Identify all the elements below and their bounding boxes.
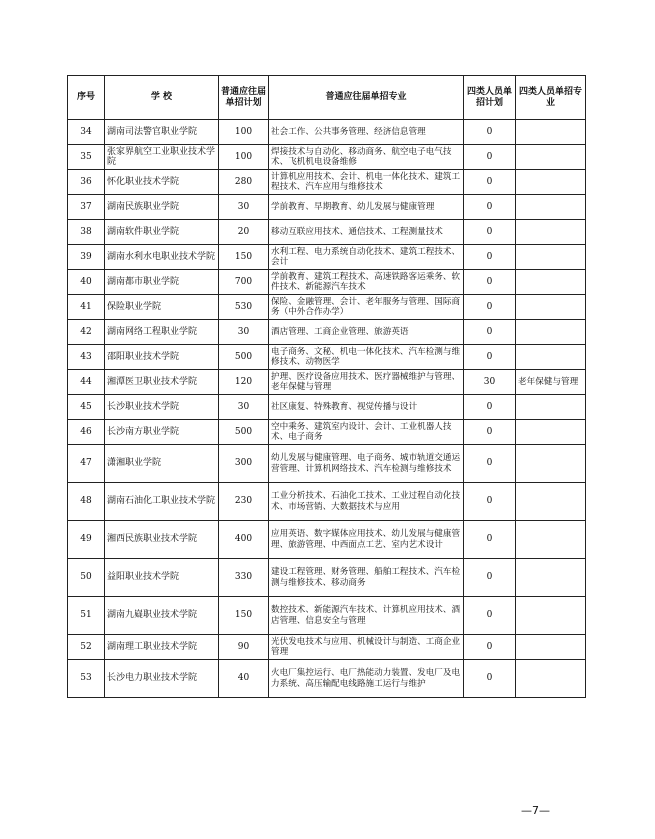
row-num: 41 xyxy=(68,295,105,320)
row-school: 湘西民族职业技术学院 xyxy=(105,521,219,559)
table-row xyxy=(68,345,586,370)
row-quota: 30 xyxy=(219,395,269,420)
row-school: 湖南石油化工职业技术学院 xyxy=(105,483,219,521)
row-quota: 40 xyxy=(219,660,269,698)
row-majors: 学前教育、建筑工程技术、高速铁路客运乘务、软件技术、新能源汽车技术 xyxy=(269,270,464,295)
admissions-table-container xyxy=(67,75,586,698)
row-cat4-quota: 0 xyxy=(464,660,516,698)
table-row xyxy=(68,445,586,483)
row-school: 长沙南方职业学院 xyxy=(105,420,219,445)
row-cat4-quota: 30 xyxy=(464,370,516,395)
row-cat4-quota: 0 xyxy=(464,420,516,445)
row-num: 38 xyxy=(68,220,105,245)
admissions-table xyxy=(67,75,586,698)
table-row xyxy=(68,295,586,320)
row-cat4-quota: 0 xyxy=(464,395,516,420)
row-cat4-majors xyxy=(516,483,586,521)
row-school: 怀化职业技术学院 xyxy=(105,170,219,195)
table-body xyxy=(68,120,586,698)
row-cat4-majors xyxy=(516,445,586,483)
table-row xyxy=(68,220,586,245)
row-majors: 数控技术、新能源汽车技术、计算机应用技术、酒店管理、信息安全与管理 xyxy=(269,597,464,635)
row-school: 湖南司法警官职业学院 xyxy=(105,120,219,145)
row-quota: 500 xyxy=(219,420,269,445)
row-cat4-quota: 0 xyxy=(464,521,516,559)
row-majors: 社会工作、公共事务管理、经济信息管理 xyxy=(269,120,464,145)
row-cat4-majors xyxy=(516,395,586,420)
row-majors: 焊接技术与自动化、移动商务、航空电子电气技术、飞机机电设备维修 xyxy=(269,145,464,170)
row-cat4-quota: 0 xyxy=(464,559,516,597)
row-majors: 水利工程、电力系统自动化技术、建筑工程技术、会计 xyxy=(269,245,464,270)
row-cat4-quota: 0 xyxy=(464,270,516,295)
row-num: 42 xyxy=(68,320,105,345)
row-num: 34 xyxy=(68,120,105,145)
row-school: 湖南软件职业学院 xyxy=(105,220,219,245)
row-school: 益阳职业技术学院 xyxy=(105,559,219,597)
row-quota: 230 xyxy=(219,483,269,521)
row-quota: 530 xyxy=(219,295,269,320)
row-cat4-quota: 0 xyxy=(464,483,516,521)
header-cat4-majors: 四类人员单招专业 xyxy=(516,76,586,120)
row-school: 湖南都市职业学院 xyxy=(105,270,219,295)
row-majors: 应用英语、数字媒体应用技术、幼儿发展与健康管理、旅游管理、中西面点工艺、室内艺术设计 xyxy=(269,521,464,559)
row-majors: 工业分析技术、石油化工技术、工业过程自动化技术、市场营销、大数据技术与应用 xyxy=(269,483,464,521)
row-quota: 30 xyxy=(219,320,269,345)
row-num: 45 xyxy=(68,395,105,420)
row-quota: 300 xyxy=(219,445,269,483)
header-quota: 普通应往届单招计划 xyxy=(219,76,269,120)
row-majors: 社区康复、特殊教育、视觉传播与设计 xyxy=(269,395,464,420)
table-header-row xyxy=(68,76,586,120)
row-school: 湘潭医卫职业技术学院 xyxy=(105,370,219,395)
row-num: 36 xyxy=(68,170,105,195)
row-cat4-quota: 0 xyxy=(464,597,516,635)
row-cat4-majors xyxy=(516,245,586,270)
row-quota: 150 xyxy=(219,597,269,635)
row-quota: 330 xyxy=(219,559,269,597)
row-num: 52 xyxy=(68,635,105,660)
row-num: 51 xyxy=(68,597,105,635)
table-row xyxy=(68,145,586,170)
row-cat4-majors xyxy=(516,295,586,320)
header-num: 序号 xyxy=(68,76,105,120)
row-num: 49 xyxy=(68,521,105,559)
row-cat4-majors xyxy=(516,635,586,660)
page-number: —7— xyxy=(521,804,550,817)
header-majors: 普通应往届单招专业 xyxy=(269,76,464,120)
table-row xyxy=(68,370,586,395)
row-cat4-quota: 0 xyxy=(464,245,516,270)
table-row xyxy=(68,170,586,195)
row-cat4-majors xyxy=(516,521,586,559)
header-cat4-quota: 四类人员单招计划 xyxy=(464,76,516,120)
row-school: 湖南民族职业学院 xyxy=(105,195,219,220)
row-quota: 100 xyxy=(219,120,269,145)
row-num: 47 xyxy=(68,445,105,483)
row-cat4-majors xyxy=(516,597,586,635)
row-cat4-quota: 0 xyxy=(464,445,516,483)
row-cat4-majors xyxy=(516,120,586,145)
row-num: 37 xyxy=(68,195,105,220)
row-quota: 100 xyxy=(219,145,269,170)
row-cat4-majors xyxy=(516,420,586,445)
row-num: 44 xyxy=(68,370,105,395)
row-cat4-majors xyxy=(516,195,586,220)
table-row xyxy=(68,420,586,445)
row-quota: 90 xyxy=(219,635,269,660)
row-cat4-quota: 0 xyxy=(464,295,516,320)
row-school: 潇湘职业学院 xyxy=(105,445,219,483)
row-num: 48 xyxy=(68,483,105,521)
row-num: 53 xyxy=(68,660,105,698)
row-cat4-quota: 0 xyxy=(464,195,516,220)
row-majors: 光伏发电技术与应用、机械设计与制造、工商企业管理 xyxy=(269,635,464,660)
row-school: 长沙电力职业技术学院 xyxy=(105,660,219,698)
table-row xyxy=(68,395,586,420)
row-school: 湖南水利水电职业技术学院 xyxy=(105,245,219,270)
row-cat4-majors: 老年保健与管理 xyxy=(516,370,586,395)
row-majors: 学前教育、早期教育、幼儿发展与健康管理 xyxy=(269,195,464,220)
row-num: 39 xyxy=(68,245,105,270)
row-majors: 酒店管理、工商企业管理、旅游英语 xyxy=(269,320,464,345)
row-school: 张家界航空工业职业技术学院 xyxy=(105,145,219,170)
row-num: 40 xyxy=(68,270,105,295)
table-row xyxy=(68,521,586,559)
row-school: 长沙职业技术学院 xyxy=(105,395,219,420)
row-majors: 火电厂集控运行、电厂热能动力装置、发电厂及电力系统、高压输配电线路施工运行与维护 xyxy=(269,660,464,698)
row-quota: 120 xyxy=(219,370,269,395)
row-cat4-majors xyxy=(516,270,586,295)
row-quota: 280 xyxy=(219,170,269,195)
row-cat4-majors xyxy=(516,345,586,370)
row-cat4-quota: 0 xyxy=(464,120,516,145)
row-quota: 150 xyxy=(219,245,269,270)
row-majors: 电子商务、文秘、机电一体化技术、汽车检测与维修技术、动物医学 xyxy=(269,345,464,370)
row-majors: 幼儿发展与健康管理、电子商务、城市轨道交通运营管理、计算机网络技术、汽车检测与维修技术 xyxy=(269,445,464,483)
row-num: 50 xyxy=(68,559,105,597)
table-row xyxy=(68,635,586,660)
row-quota: 500 xyxy=(219,345,269,370)
row-majors: 护理、医疗设备应用技术、医疗器械维护与管理、老年保健与管理 xyxy=(269,370,464,395)
row-cat4-majors xyxy=(516,320,586,345)
row-cat4-majors xyxy=(516,170,586,195)
table-row xyxy=(68,559,586,597)
row-school: 湖南九嶷职业技术学院 xyxy=(105,597,219,635)
row-quota: 400 xyxy=(219,521,269,559)
row-school: 湖南理工职业技术学院 xyxy=(105,635,219,660)
table-row xyxy=(68,483,586,521)
row-majors: 移动互联应用技术、通信技术、工程测量技术 xyxy=(269,220,464,245)
table-row xyxy=(68,195,586,220)
row-cat4-quota: 0 xyxy=(464,635,516,660)
table-row xyxy=(68,245,586,270)
row-majors: 计算机应用技术、会计、机电一体化技术、建筑工程技术、汽车应用与维修技术 xyxy=(269,170,464,195)
table-row xyxy=(68,320,586,345)
table-row xyxy=(68,660,586,698)
row-quota: 30 xyxy=(219,195,269,220)
row-school: 保险职业学院 xyxy=(105,295,219,320)
row-school: 邵阳职业技术学院 xyxy=(105,345,219,370)
row-school: 湖南网络工程职业学院 xyxy=(105,320,219,345)
row-cat4-quota: 0 xyxy=(464,170,516,195)
row-cat4-quota: 0 xyxy=(464,145,516,170)
row-majors: 空中乘务、建筑室内设计、会计、工业机器人技术、电子商务 xyxy=(269,420,464,445)
table-row xyxy=(68,120,586,145)
row-cat4-majors xyxy=(516,220,586,245)
row-quota: 700 xyxy=(219,270,269,295)
row-cat4-majors xyxy=(516,145,586,170)
row-cat4-majors xyxy=(516,660,586,698)
row-majors: 保险、金融管理、会计、老年服务与管理、国际商务（中外合作办学） xyxy=(269,295,464,320)
row-cat4-majors xyxy=(516,559,586,597)
row-majors: 建设工程管理、财务管理、船舶工程技术、汽车检测与维修技术、移动商务 xyxy=(269,559,464,597)
table-row xyxy=(68,270,586,295)
header-school: 学 校 xyxy=(105,76,219,120)
row-num: 35 xyxy=(68,145,105,170)
row-cat4-quota: 0 xyxy=(464,220,516,245)
row-num: 43 xyxy=(68,345,105,370)
row-num: 46 xyxy=(68,420,105,445)
table-row xyxy=(68,597,586,635)
row-cat4-quota: 0 xyxy=(464,320,516,345)
row-quota: 20 xyxy=(219,220,269,245)
row-cat4-quota: 0 xyxy=(464,345,516,370)
